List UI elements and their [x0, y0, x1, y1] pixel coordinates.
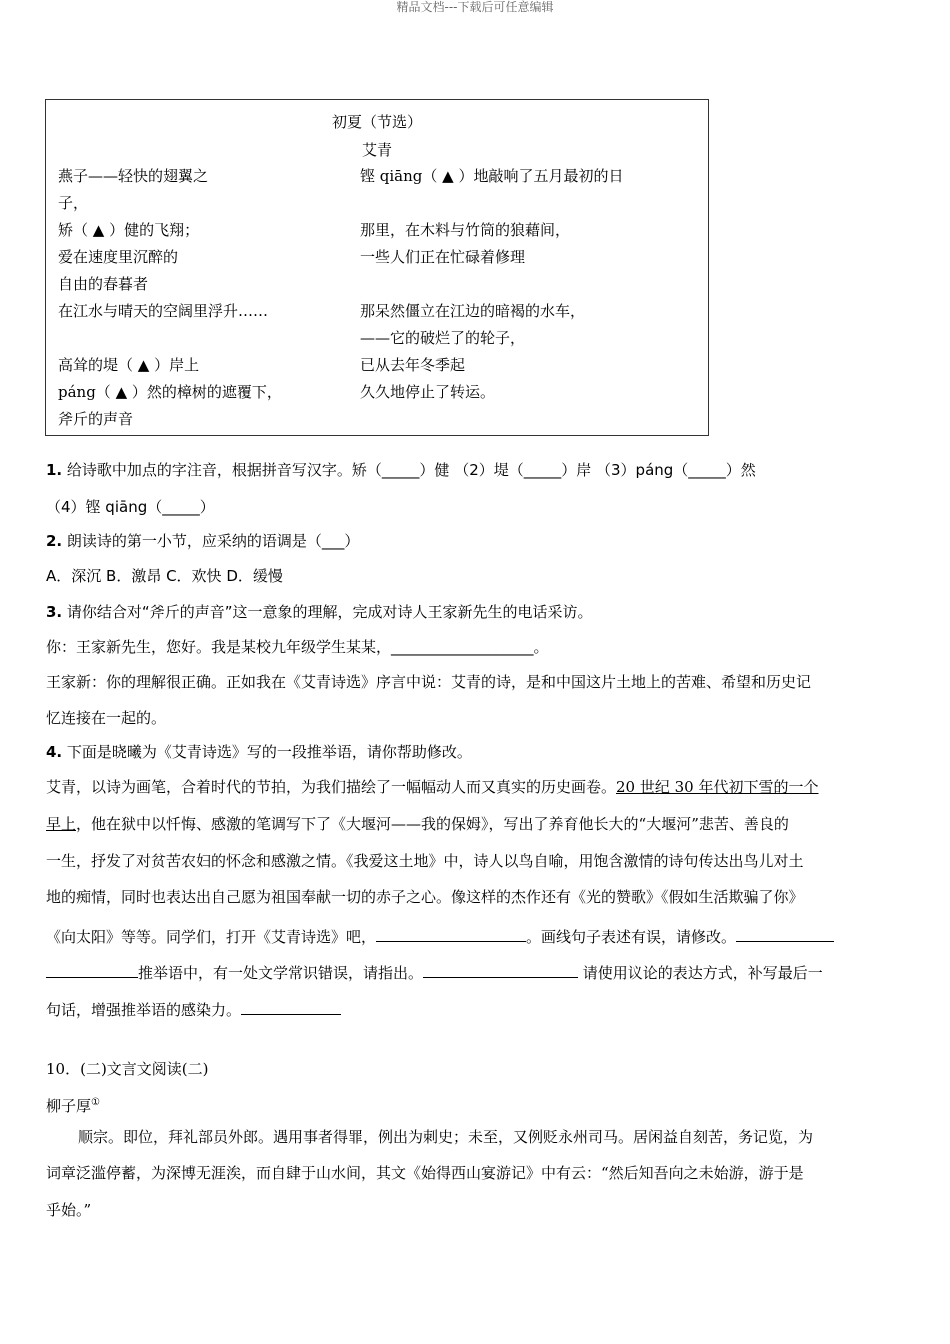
poem-left-line: 矫（ ▲ ）健的飞翔；: [58, 221, 200, 239]
recommendation-line: [46, 813, 789, 835]
classical-text-line: 顺宗。即位，拜礼部员外郎。遇用事者得罪，例出为刺史；未至，又例贬永州司马。居闲益自刻苦，务记览，为: [78, 1128, 814, 1146]
question-1-line2: （4）铿 qiāng（_____）: [46, 498, 215, 516]
recommendation-text: 《向太阳》等等。同学们，打开《艾青诗选》吧，: [46, 928, 377, 946]
classical-text-line: 词章泛滥停蓄，为深博无涯涘，而自肆于山水间，其文《始得西山宴游记》中有云：“然后知吾向之未始游，游于是: [46, 1164, 804, 1182]
poem-right-line: 那里，在木料与竹筒的狼藉间，: [360, 221, 571, 239]
interview-wang-line: 王家新：你的理解很正确。正如我在《艾青诗选》序言中说：艾青的诗，是和中国这片土地上的苦难、希望和历史记: [46, 673, 812, 691]
recommendation-line: [46, 776, 819, 798]
classical-text-line: 乎始。”: [46, 1201, 92, 1219]
poem-author: 艾青: [361, 141, 392, 159]
prompt-text: 。画线句子表述有误，请修改。: [526, 928, 737, 946]
interview-you-line: 你：王家新先生，您好。我是某校九年级学生某某，___________________。: [46, 638, 549, 656]
prompt-line: [46, 999, 341, 1021]
underlined-sentence: 20 世纪 30 年代初下雪的一个: [616, 778, 819, 796]
answer-blank[interactable]: [423, 963, 578, 978]
poem-left-line: 高耸的堤（ ▲ ）岸上: [58, 356, 200, 374]
answer-blank[interactable]: [736, 927, 834, 942]
section-title: 10．(二)文言文阅读(二): [46, 1060, 209, 1078]
question-3: [46, 601, 592, 623]
question-number: 2.: [46, 532, 63, 550]
question-4-text: 下面是晓曦为《艾青诗选》写的一段推举语，请你帮助修改。: [66, 743, 472, 761]
underlined-sentence: 早上: [46, 815, 77, 833]
poem-right-line: 那呆然僵立在江边的暗褐的水车，: [360, 302, 586, 320]
poem-title: 初夏（节选）: [331, 113, 422, 131]
question-number: 3.: [46, 603, 63, 621]
question-3-text: 请你结合对“斧斤的声音”这一意象的理解，完成对诗人王家新先生的电话采访。: [66, 603, 593, 621]
poem-left-line: 子，: [58, 194, 89, 212]
recommendation-text: 艾青，以诗为画笔，合着时代的节拍，为我们描绘了一幅幅动人而又真实的历史画卷。: [46, 778, 617, 796]
page-header: 精品文档---下载后可任意编辑: [396, 0, 554, 14]
answer-blank[interactable]: [46, 963, 138, 978]
poem-left-line: 斧斤的声音: [58, 410, 134, 428]
prompt-text: 推举语中，有一处文学常识错误，请指出。: [138, 964, 424, 982]
answer-blank[interactable]: [376, 927, 526, 942]
recommendation-line: 一生，抒发了对贫苦农妇的怀念和感激之情。《我爱这土地》中，诗人以鸟自喻，用饱含激情的诗句传达出鸟儿对土: [46, 852, 804, 870]
question-number: 4.: [46, 743, 63, 761]
poem-left-line: 自由的春暮者: [58, 275, 149, 293]
prompt-text: 请使用议论的表达方式，补写最后一: [578, 964, 823, 982]
footnote-marker: ①: [91, 1097, 100, 1108]
recommendation-text: ，他在狱中以忏悔、感激的笔调写下了《大堰河——我的保姆》，写出了养育他长大的“大堰河”悲苦、善良的: [76, 815, 789, 833]
answer-blank[interactable]: [241, 1000, 341, 1015]
question-number: 1.: [46, 461, 63, 479]
question-2: [46, 530, 359, 552]
poem-right-line: ——它的破烂了的轮子，: [360, 329, 526, 347]
question-4: [46, 741, 472, 763]
recommendation-line: [46, 926, 834, 948]
poem-right-line: 铿 qiāng（ ▲ ）地敲响了五月最初的日: [360, 167, 624, 185]
poem-right-line: 一些人们正在忙碌着修理: [360, 248, 526, 266]
poem-left-line: 爱在速度里沉醉的: [58, 248, 179, 266]
subtitle-text: 柳子厚: [46, 1097, 92, 1115]
question-1: [46, 459, 756, 481]
question-2-options: A．深沉 B．激昂 C．欢快 D．缓慢: [46, 567, 283, 585]
interview-wang-line-cont: 忆连接在一起的。: [46, 709, 167, 727]
poem-right-line: 久久地停止了转运。: [360, 383, 496, 401]
section-subtitle: [46, 1092, 100, 1117]
question-1-text: 给诗歌中加点的字注音，根据拼音写汉字。矫（_____）健 （2）堤（_____）岸 （3）páng（_____）然: [66, 461, 756, 479]
poem-left-line: 燕子——轻快的翅翼之: [58, 167, 209, 185]
question-2-text: 朗读诗的第一小节，应采纳的语调是（___）: [66, 532, 360, 550]
poem-right-line: 已从去年冬季起: [360, 356, 466, 374]
recommendation-line: 地的痴情，同时也表达出自己愿为祖国奉献一切的赤子之心。像这样的杰作还有《光的赞歌》《假如生活欺骗了你》: [46, 888, 804, 906]
prompt-text: 句话，增强推举语的感染力。: [46, 1001, 242, 1019]
poem-left-line: páng（ ▲ ）然的樟树的遮覆下，: [58, 383, 282, 401]
prompt-line: [46, 962, 823, 984]
poem-left-line: 在江水与晴天的空阔里浮升……: [58, 302, 269, 320]
